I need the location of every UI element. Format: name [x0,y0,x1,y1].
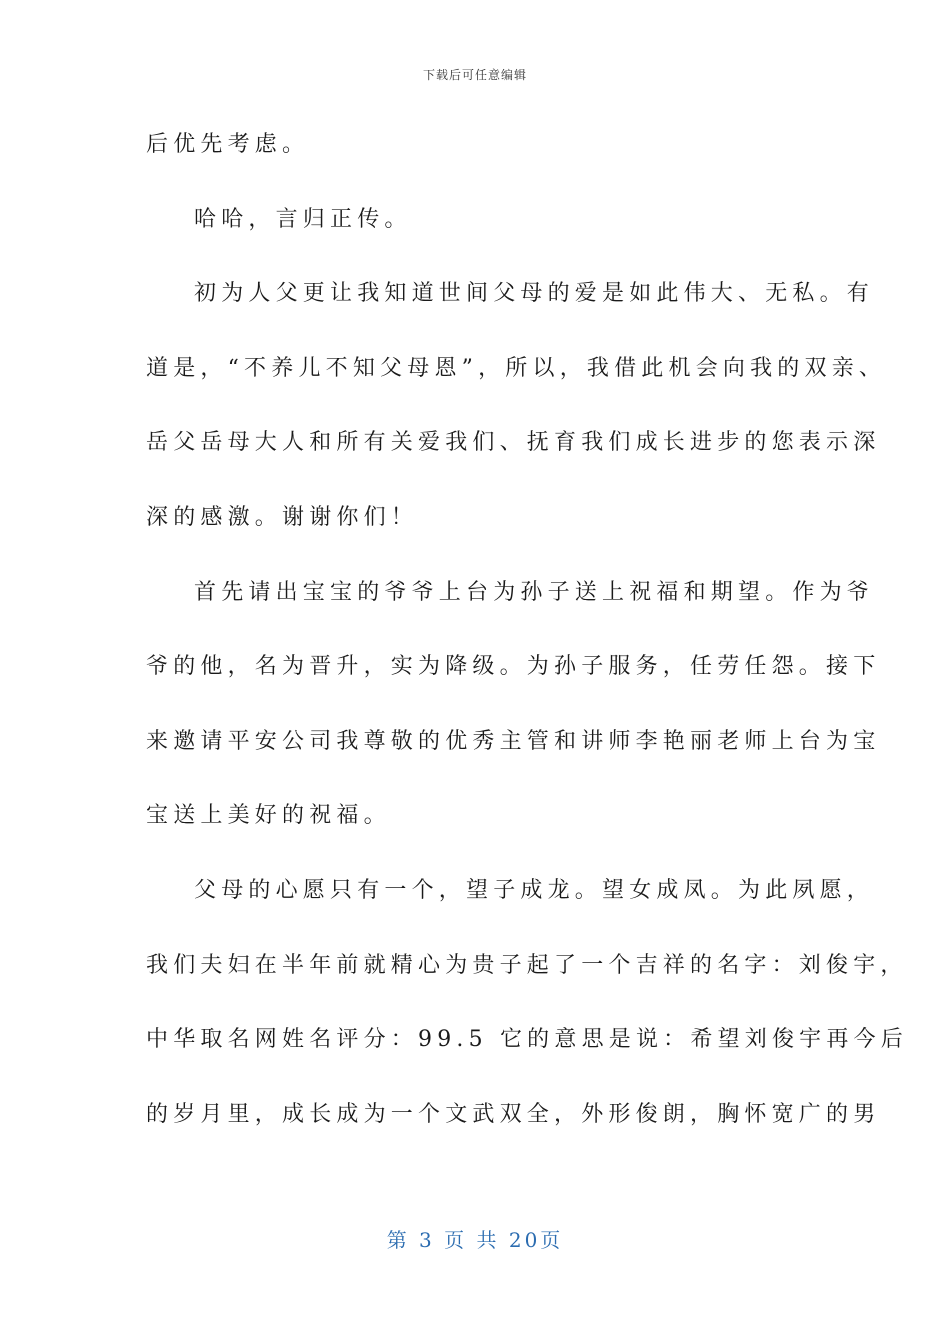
text-line: 中华取名网姓名评分：99.5 它的意思是说：希望刘俊宇再今后 [146,1027,908,1053]
page-header: 下载后可任意编辑 [422,68,527,82]
text-line: 我们夫妇在半年前就精心为贵子起了一个吉祥的名字：刘俊宇， [146,952,908,978]
text-line: 后优先考虑。 [146,132,310,157]
text-line: 来邀请平安公司我尊敬的优秀主管和讲师李艳丽老师上台为宝 [146,728,881,754]
text-line: 深的感激。谢谢你们！ [146,504,419,530]
text-line: 父母的心愿只有一个，望子成龙。望女成凤。为此夙愿， [194,877,875,903]
text-line: 哈哈，言归正传。 [194,206,412,232]
page-number-footer: 第 3 页 共 20页 [386,1228,564,1252]
text-line: 岳父岳母大人和所有关爱我们、抚育我们成长进步的您表示深 [146,430,881,456]
document-body [146,121,908,1165]
text-line: 宝送上美好的祝福。 [146,803,391,829]
text-line: 道是，“不养儿不知父母恩”，所以，我借此机会向我的双亲、 [146,355,887,381]
text-line: 爷的他，名为晋升，实为降级。为孙子服务，任劳任怨。接下 [146,654,881,680]
text-line: 首先请出宝宝的爷爷上台为孙子送上祝福和期望。作为爷 [194,579,875,605]
text-line: 的岁月里，成长成为一个文武双全，外形俊朗，胸怀宽广的男 [146,1101,881,1127]
text-line: 初为人父更让我知道世间父母的爱是如此伟大、无私。有 [194,281,875,307]
